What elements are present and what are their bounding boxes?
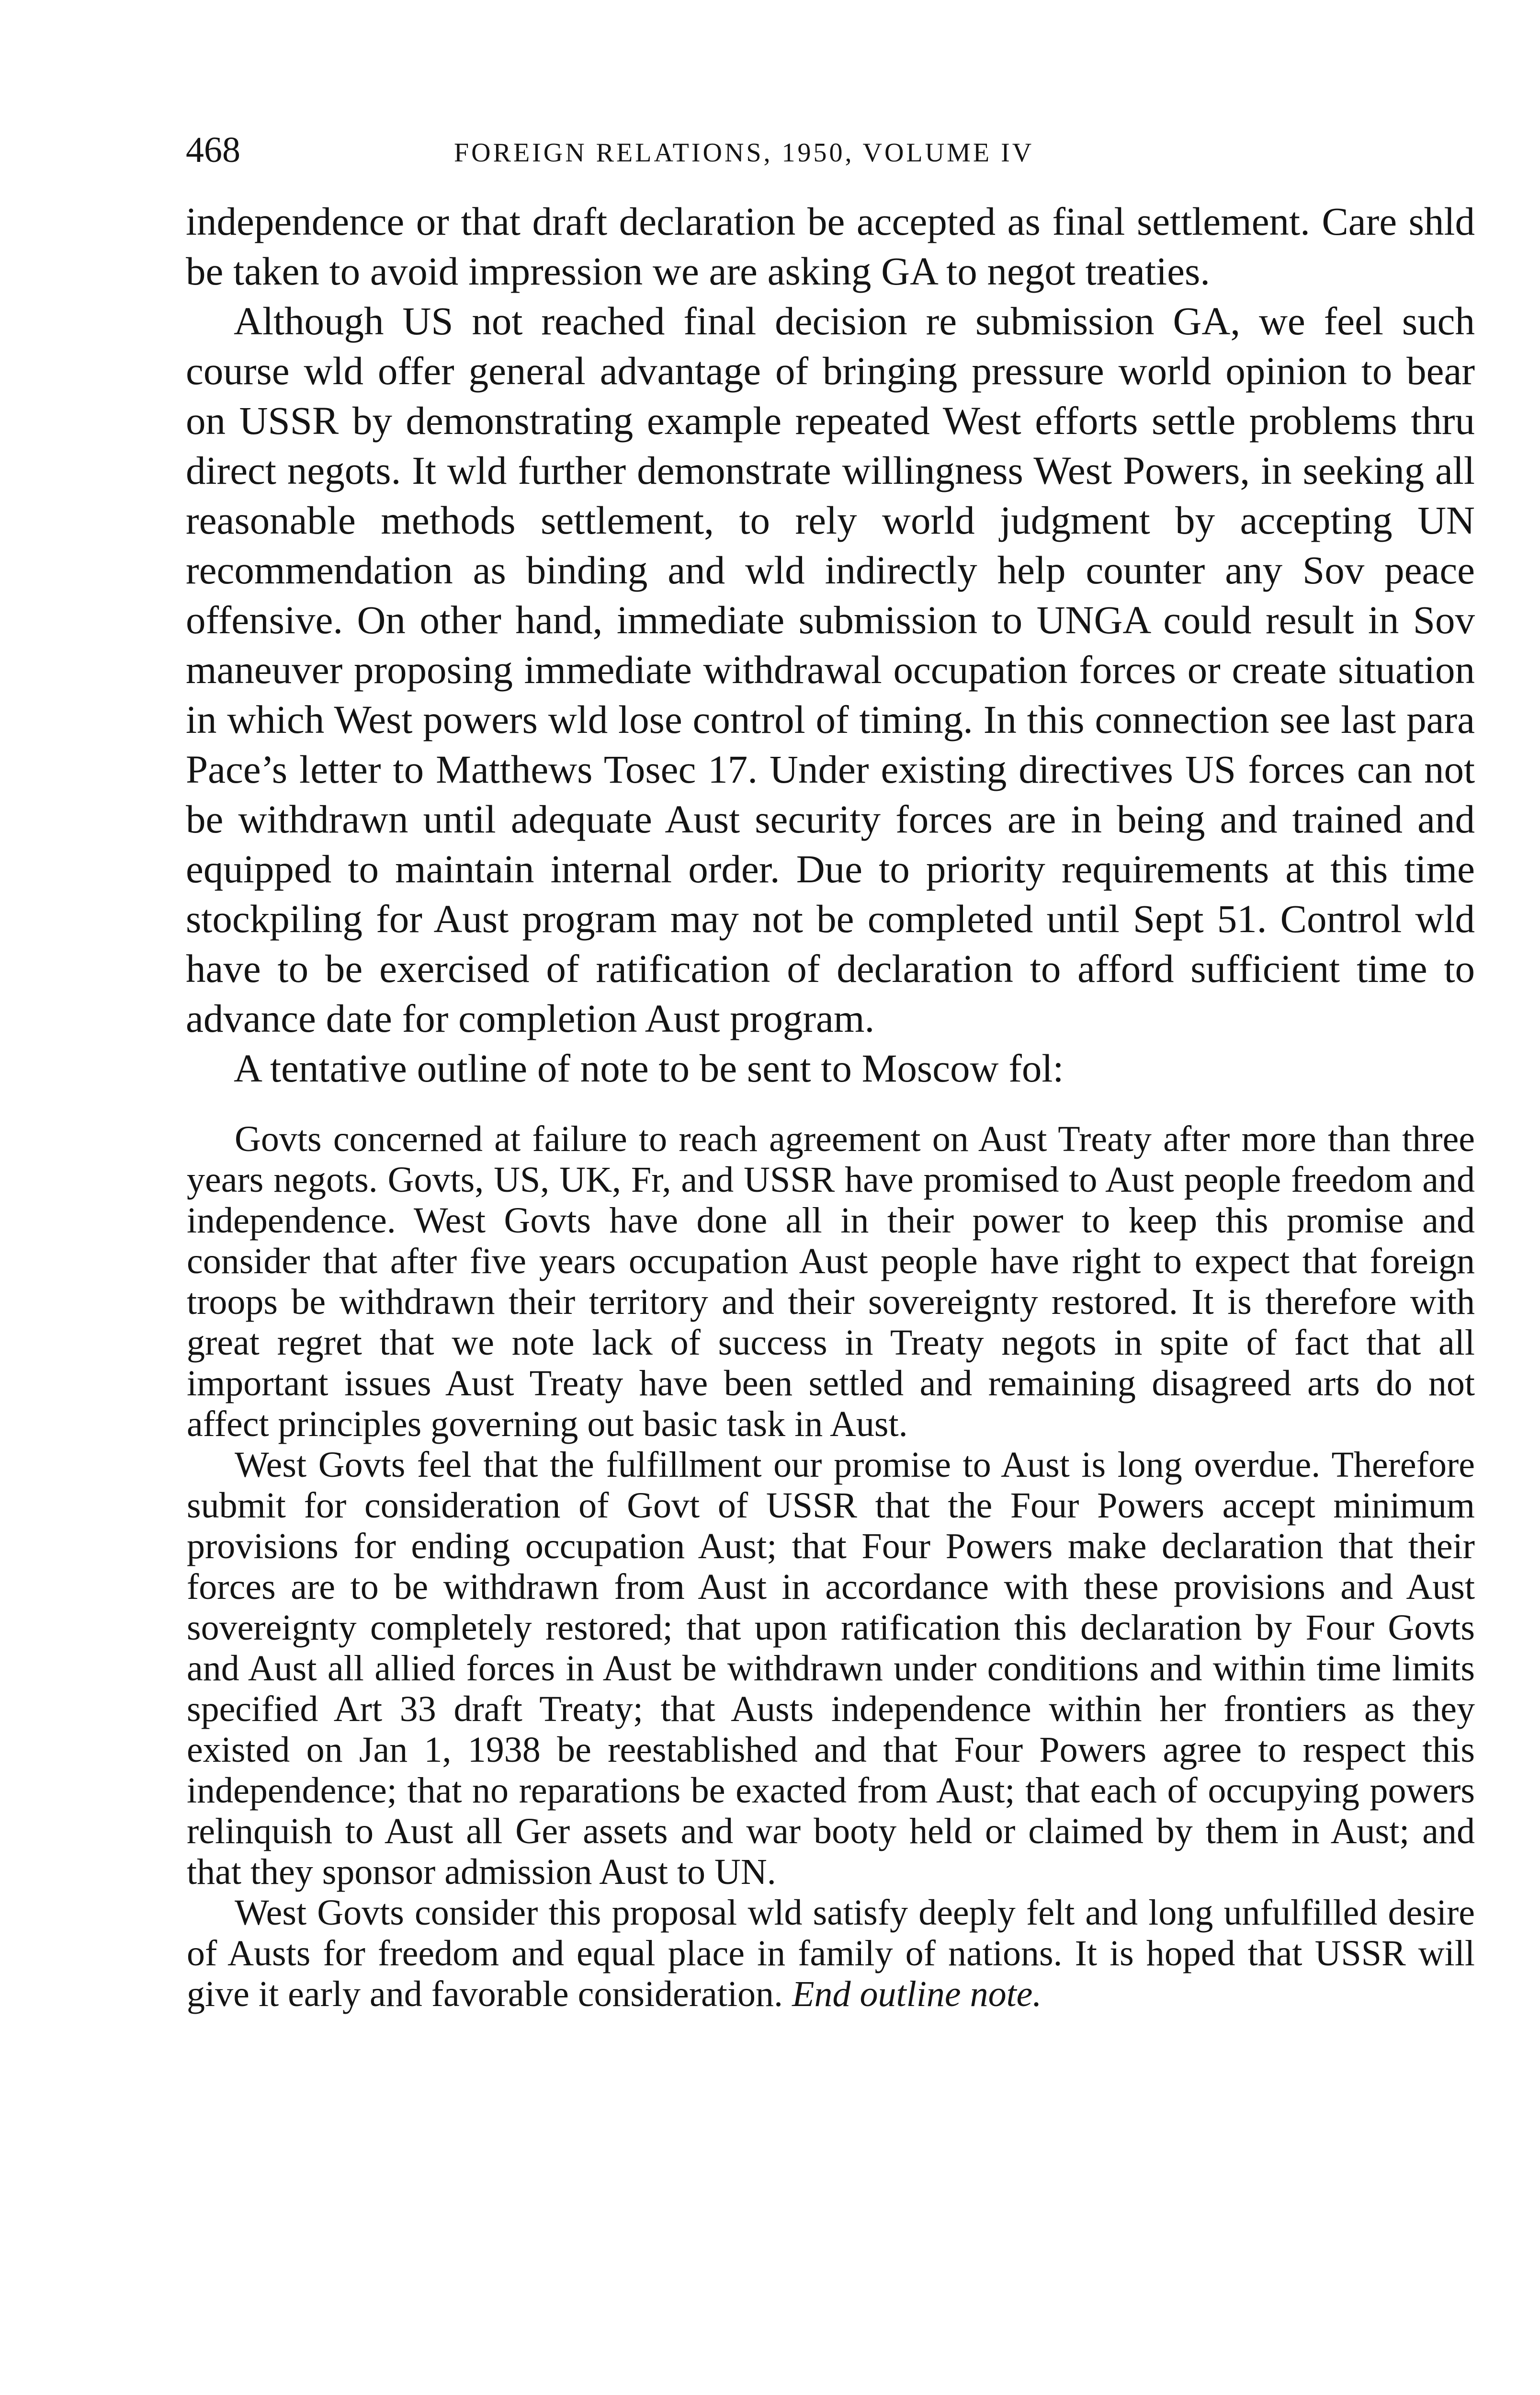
continued-paragraph: independence or that draft declaration be accepted as final settlement. Care shld be taken to avoid impression we are asking GA to negot treaties. [186,199,1475,293]
running-title: FOREIGN RELATIONS, 1950, VOLUME IV [454,138,1034,168]
outline-paragraph: Govts concerned at failure to reach agreement on Aust Treaty after more than three years negots. Govts, US, UK, Fr, and USSR have promised to Aust people freedom and independence. West Govts have done all in their power to keep this promise and consider that after five years occupation Aust people have right to expect that foreign troops be withdrawn their territory and their sovereignty restored. It is therefore with great regret that we note lack of success in Treaty negots in spite of fact that all important issues Aust Treaty have been settled and remaining disagreed arts do not affect principles governing out basic task in Aust. [187,1119,1475,1444]
outline-paragraph-text: West Govts consider this proposal wld satisfy deeply felt and long unfulfilled desire of Austs for freedom and equal place in family of nations. It is hoped that USSR will give it early and favorable consideration. [187,1893,1475,2014]
outline-paragraph: West Govts feel that the fulfillment our promise to Aust is long overdue. Therefore submit for consideration of Govt of USSR that the Four Powers accept minimum provisions for ending occupation Aust; that Four Powers make declaration that their forces are to be withdrawn from Aust in accordance with these provisions and Aust sovereignty completely restored; that upon ratification this declaration by Four Govts and Aust all allied forces in Aust be withdrawn under conditions and within time limits specified Art 33 draft Treaty; that Austs independence within her frontiers as they existed on Jan 1, 1938 be reestablished and that Four Powers agree to respect this independence; that no reparations be exacted from Aust; that each of occupying powers relinquish to Aust all Ger assets and war booty held or claimed by them in Aust; and that they sponsor admission Aust to UN. [187,1445,1475,1892]
page-header [186,128,1354,171]
page-number: 468 [186,130,240,170]
body-paragraph: Although US not reached final decision re submission GA, we feel such course wld offer general advantage of bringing pressure world opinion to bear on USSR by demonstrating example repeated West efforts settle problems thru direct negots. It wld further demonstrate willingness West Powers, in seeking all reasonable methods settlement, to rely world judgment by accepting UN recommendation as binding and wld indirectly help counter any Sov peace offensive. On other hand, immediate submission to UNGA could result in Sov maneuver proposing immediate withdrawal occupation forces or create situation in which West powers wld lose control of timing. In this connection see last para Pace’s letter to Matthews Tosec 17. Under existing directives US forces can not be withdrawn until adequate Aust security forces are in being and trained and equipped to maintain internal order. Due to priority requirements at this time stockpiling for Aust program may not be completed until Sept 51. Control wld have to be exercised of ratification of declaration to afford sufficient time to advance date for completion Aust program. [186,299,1475,1040]
body-text [186,196,1475,2015]
outline-paragraph-final [187,1893,1475,2015]
outline-intro-paragraph: A tentative outline of note to be sent to Moscow fol: [234,1046,1064,1090]
end-outline-note: End outline note. [792,1974,1042,2014]
outline-note-block [186,1119,1475,2015]
